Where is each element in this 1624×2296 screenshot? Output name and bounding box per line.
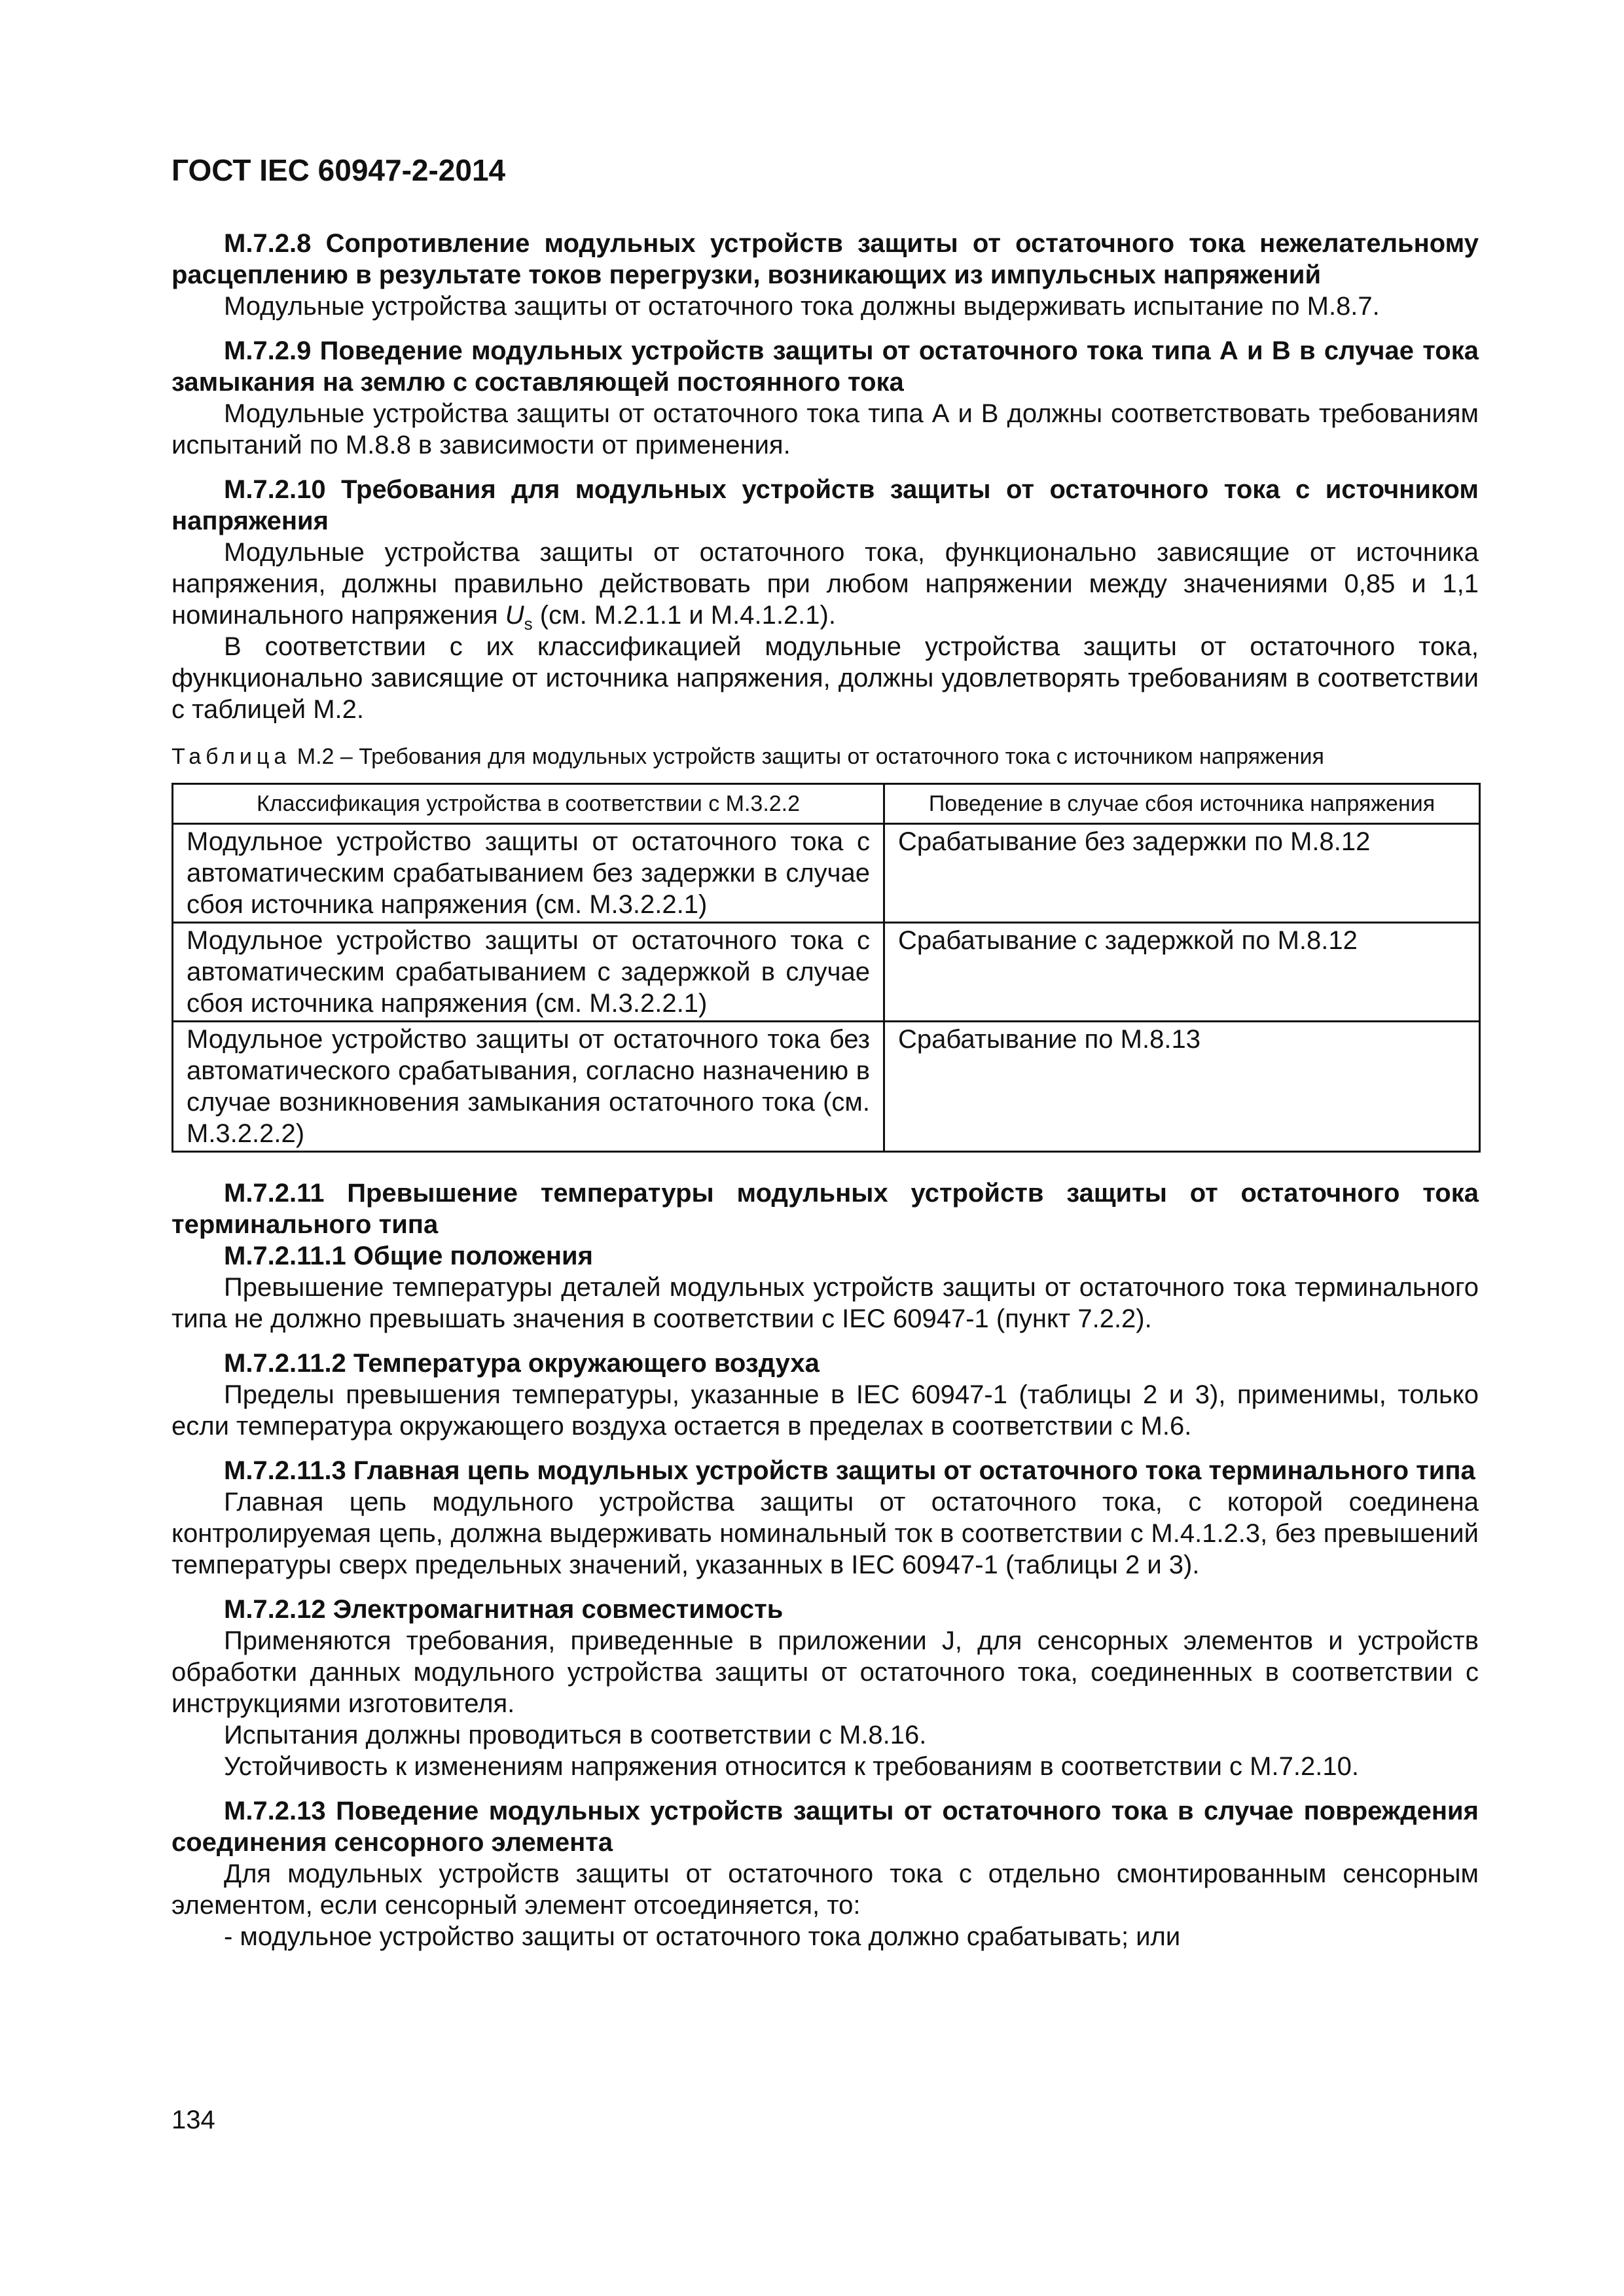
column-header-behaviour: Поведение в случае сбоя источника напряжения [884, 784, 1480, 824]
cell-classification: Модульное устройство защиты от остаточного тока без автоматического срабатывания, согласно назначению в случае возникновения замыкания остаточного тока (см. М.3.2.2.2) [173, 1022, 884, 1152]
list-item: - модульное устройство защиты от остаточного тока должно срабатывать; или [224, 1922, 1181, 1951]
subsection-heading-m7-2-11-1: М.7.2.11.1 Общие положения [224, 1242, 593, 1270]
table-row [173, 824, 1480, 923]
document-page [171, 0, 1479, 2296]
paragraph: Устойчивость к изменениям напряжения относится к требованиям в соответствии с М.7.2.10. [224, 1752, 1359, 1781]
section-heading-m7-2-9: М.7.2.9 Поведение модульных устройств защиты от остаточного тока типа А и В в случае тока замыкания на землю с составляющей постоянного тока [171, 336, 1479, 397]
table-caption-text: М.2 – Требования для модульных устройств защиты от остаточного тока с источником напряжения [291, 744, 1324, 769]
cell-classification: Модульное устройство защиты от остаточного тока с автоматическим срабатыванием с задержкой в случае сбоя источника напряжения (см. М.3.2.2.1) [173, 923, 884, 1022]
table-caption [171, 742, 1479, 771]
paragraph: Превышение температуры деталей модульных устройств защиты от остаточного тока терминального типа не должно превышать значения в соответствии с IEC 60947-1 (пункт 7.2.2). [171, 1273, 1479, 1333]
table-row [173, 1022, 1480, 1152]
page-number: 134 [171, 2106, 215, 2134]
cell-behaviour: Срабатывание с задержкой по М.8.12 [884, 923, 1480, 1022]
document-body [171, 228, 1479, 1952]
paragraph: В соответствии с их классификацией модульные устройства защиты от остаточного тока, функционально зависящие от источника напряжения, должны удовлетворять требованиям в соответствии с таблицей М.2. [171, 632, 1479, 724]
section-heading-m7-2-10: М.7.2.10 Требования для модульных устройств защиты от остаточного тока с источником напряжения [171, 475, 1479, 535]
cell-behaviour: Срабатывание без задержки по М.8.12 [884, 824, 1480, 923]
subsection-heading-m7-2-11-2: М.7.2.11.2 Температура окружающего воздуха [224, 1349, 820, 1378]
section-heading-m7-2-13: М.7.2.13 Поведение модульных устройств защиты от остаточного тока в случае повреждения соединения сенсорного элемента [171, 1797, 1479, 1857]
section-heading-m7-2-12: М.7.2.12 Электромагнитная совместимость [224, 1595, 784, 1624]
paragraph-rated-voltage [171, 537, 1479, 634]
cell-behaviour: Срабатывание по М.8.13 [884, 1022, 1480, 1152]
table-row [173, 923, 1480, 1022]
paragraph: Модульные устройства защиты от остаточного тока должны выдерживать испытание по М.8.7. [224, 292, 1380, 321]
paragraph: Применяются требования, приведенные в приложении J, для сенсорных элементов и устройств обработки данных модульного устройства защиты от остаточного тока, соединенных в соответствии с инструкциями изготовителя. [171, 1626, 1479, 1718]
column-header-classification: Классификация устройства в соответствии с М.3.2.2 [173, 784, 884, 824]
voltage-subscript: s [524, 614, 533, 634]
paragraph: Модульные устройства защиты от остаточного тока типа А и В должны соответствовать требованиям испытаний по М.8.8 в зависимости от применения. [171, 399, 1479, 459]
voltage-symbol: U [505, 601, 524, 630]
table-header-row [173, 784, 1480, 824]
requirements-table [171, 783, 1481, 1153]
text-run: Модульные устройства защиты от остаточного тока, функционально зависящие от источника напряжения, должны правильно действовать при любом напряжении между значениями 0,85 и 1,1 номинального напряжения [171, 538, 1479, 630]
subsection-heading-m7-2-11-3: М.7.2.11.3 Главная цепь модульных устройств защиты от остаточного тока терминального типа [224, 1456, 1475, 1485]
document-id-header: ГОСТ IEC 60947-2-2014 [171, 153, 506, 187]
section-heading-m7-2-8: М.7.2.8 Сопротивление модульных устройств защиты от остаточного тока нежелательному расцеплению в результате токов перегрузки, возникающих из импульсных напряжений [171, 229, 1479, 289]
paragraph: Пределы превышения температуры, указанные в IEC 60947-1 (таблицы 2 и 3), применимы, только если температура окружающего воздуха остается в пределах в соответствии с М.6. [171, 1380, 1479, 1441]
text-run: (см. М.2.1.1 и М.4.1.2.1). [532, 601, 836, 630]
paragraph: Для модульных устройств защиты от остаточного тока с отдельно смонтированным сенсорным элементом, если сенсорный элемент отсоединяется, то: [171, 1859, 1479, 1920]
paragraph: Испытания должны проводиться в соответствии с М.8.16. [224, 1721, 927, 1749]
table-caption-label: Таблица [171, 744, 291, 769]
cell-classification: Модульное устройство защиты от остаточного тока с автоматическим срабатыванием без задержки в случае сбоя источника напряжения (см. М.3.2.2.1) [173, 824, 884, 923]
section-heading-m7-2-11: М.7.2.11 Превышение температуры модульных устройств защиты от остаточного тока терминального типа [171, 1179, 1479, 1239]
paragraph: Главная цепь модульного устройства защиты от остаточного тока, с которой соединена контролируемая цепь, должна выдерживать номинальный ток в соответствии с М.4.1.2.3, без превышений температуры сверх предельных значений, указанных в IEC 60947-1 (таблицы 2 и 3). [171, 1488, 1479, 1579]
